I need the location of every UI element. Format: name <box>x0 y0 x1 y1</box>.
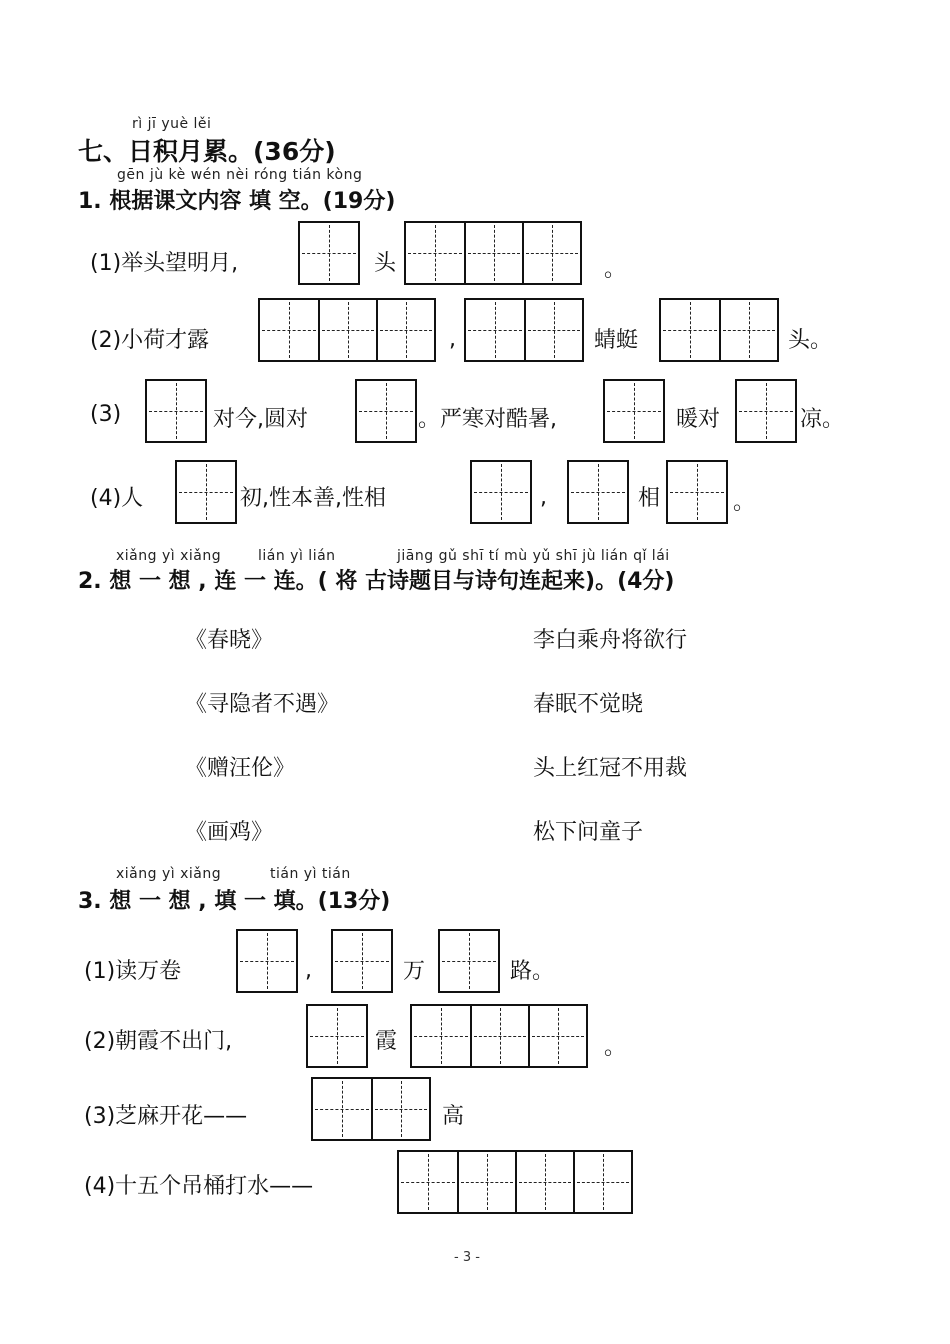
q3-item1-mid: 万 <box>403 959 426 984</box>
q1-pinyin: gēn jù kè wén nèi róng tián kòng <box>117 167 363 183</box>
q1-title: 1. 根据课文内容 填 空。(19分) <box>78 189 396 214</box>
poem-line-2[interactable]: 春眠不觉晓 <box>533 692 644 717</box>
q2-pinyin-2: lián yì lián <box>258 548 336 564</box>
q1-item3-label: (3) <box>90 402 122 427</box>
q1-item4-text-c: 相 <box>638 486 661 511</box>
q3-pinyin-2: tián yì tián <box>270 866 351 882</box>
poem-title-2[interactable]: 《寻隐者不遇》 <box>185 692 340 717</box>
q3-item3-end: 高 <box>442 1104 465 1129</box>
q1-item3-text-a: 对今,圆对 <box>213 407 308 432</box>
q1-item3-box-d[interactable] <box>735 379 797 443</box>
q1-item4-label: (4)人 <box>90 486 144 511</box>
q1-item4-comma: , <box>540 485 547 510</box>
q3-pinyin-1: xiǎng yì xiǎng <box>116 866 222 882</box>
q3-item1-box-a[interactable] <box>236 929 298 993</box>
q3-item4-label: (4)十五个吊桶打水—— <box>84 1174 314 1199</box>
q3-item4-box[interactable] <box>397 1150 633 1214</box>
q1-item3-text-d: 凉。 <box>800 407 845 432</box>
q1-item4-box-b[interactable] <box>470 460 532 524</box>
poem-line-1[interactable]: 李白乘舟将欲行 <box>533 628 688 653</box>
q3-item2-box-b[interactable] <box>410 1004 588 1068</box>
poem-line-4[interactable]: 松下问童子 <box>533 820 644 845</box>
section-title: 七、日积月累。(36分) <box>78 137 336 166</box>
poem-title-3[interactable]: 《赠汪伦》 <box>185 756 296 781</box>
q3-item2-label: (2)朝霞不出门, <box>84 1029 233 1054</box>
q1-item2-mid: 蜻蜓 <box>594 328 639 353</box>
q1-item4-box-a[interactable] <box>175 460 237 524</box>
q1-item2-box-a[interactable] <box>258 298 436 362</box>
q1-item2-label: (2)小荷才露 <box>90 328 210 353</box>
q3-item1-label: (1)读万卷 <box>84 959 182 984</box>
q1-item1-mid: 头 <box>374 251 397 276</box>
q1-item2-box-b[interactable] <box>464 298 584 362</box>
q2-pinyin-3: jiāng gǔ shī tí mù yǔ shī jù lián qǐ lái <box>397 548 670 564</box>
q1-item4-box-c[interactable] <box>567 460 629 524</box>
q3-title: 3. 想 一 想 , 填 一 填。(13分) <box>78 889 391 914</box>
q3-item3-box[interactable] <box>311 1077 431 1141</box>
q1-item1-box-a[interactable] <box>298 221 360 285</box>
page-number: - 3 - <box>454 1250 480 1265</box>
q1-item1-label: (1)举头望明月, <box>90 251 239 276</box>
q1-item2-comma: , <box>449 327 456 352</box>
q3-item1-box-c[interactable] <box>438 929 500 993</box>
q3-item2-mid: 霞 <box>375 1029 398 1054</box>
q1-item2-box-c[interactable] <box>659 298 779 362</box>
poem-title-4[interactable]: 《画鸡》 <box>185 820 274 845</box>
q3-item3-label: (3)芝麻开花—— <box>84 1104 248 1129</box>
q3-item1-comma: , <box>305 958 312 983</box>
q3-item1-end: 路。 <box>510 959 555 984</box>
q2-title: 2. 想 一 想 , 连 一 连。( 将 古诗题目与诗句连起来)。(4分) <box>78 569 675 594</box>
q3-item2-end: 。 <box>604 1035 627 1060</box>
q2-pinyin-1: xiǎng yì xiǎng <box>116 548 222 564</box>
q1-item1-box-b[interactable] <box>404 221 582 285</box>
q3-item2-box-a[interactable] <box>306 1004 368 1068</box>
q1-item3-box-b[interactable] <box>355 379 417 443</box>
q3-item1-box-b[interactable] <box>331 929 393 993</box>
poem-line-3[interactable]: 头上红冠不用裁 <box>533 756 688 781</box>
section-title-pinyin: rì jī yuè lěi <box>132 116 212 132</box>
q1-item4-text-a: 初,性本善,性相 <box>240 486 386 511</box>
q1-item1-end: 。 <box>604 257 627 282</box>
poem-title-1[interactable]: 《春晓》 <box>185 628 274 653</box>
q1-item2-end: 头。 <box>788 328 833 353</box>
q1-item3-box-c[interactable] <box>603 379 665 443</box>
q1-item3-text-b: 。严寒对酷暑, <box>418 407 557 432</box>
q1-item3-text-c: 暖对 <box>676 407 721 432</box>
q1-item4-end: 。 <box>733 490 756 515</box>
q1-item3-box-a[interactable] <box>145 379 207 443</box>
q1-item4-box-d[interactable] <box>666 460 728 524</box>
